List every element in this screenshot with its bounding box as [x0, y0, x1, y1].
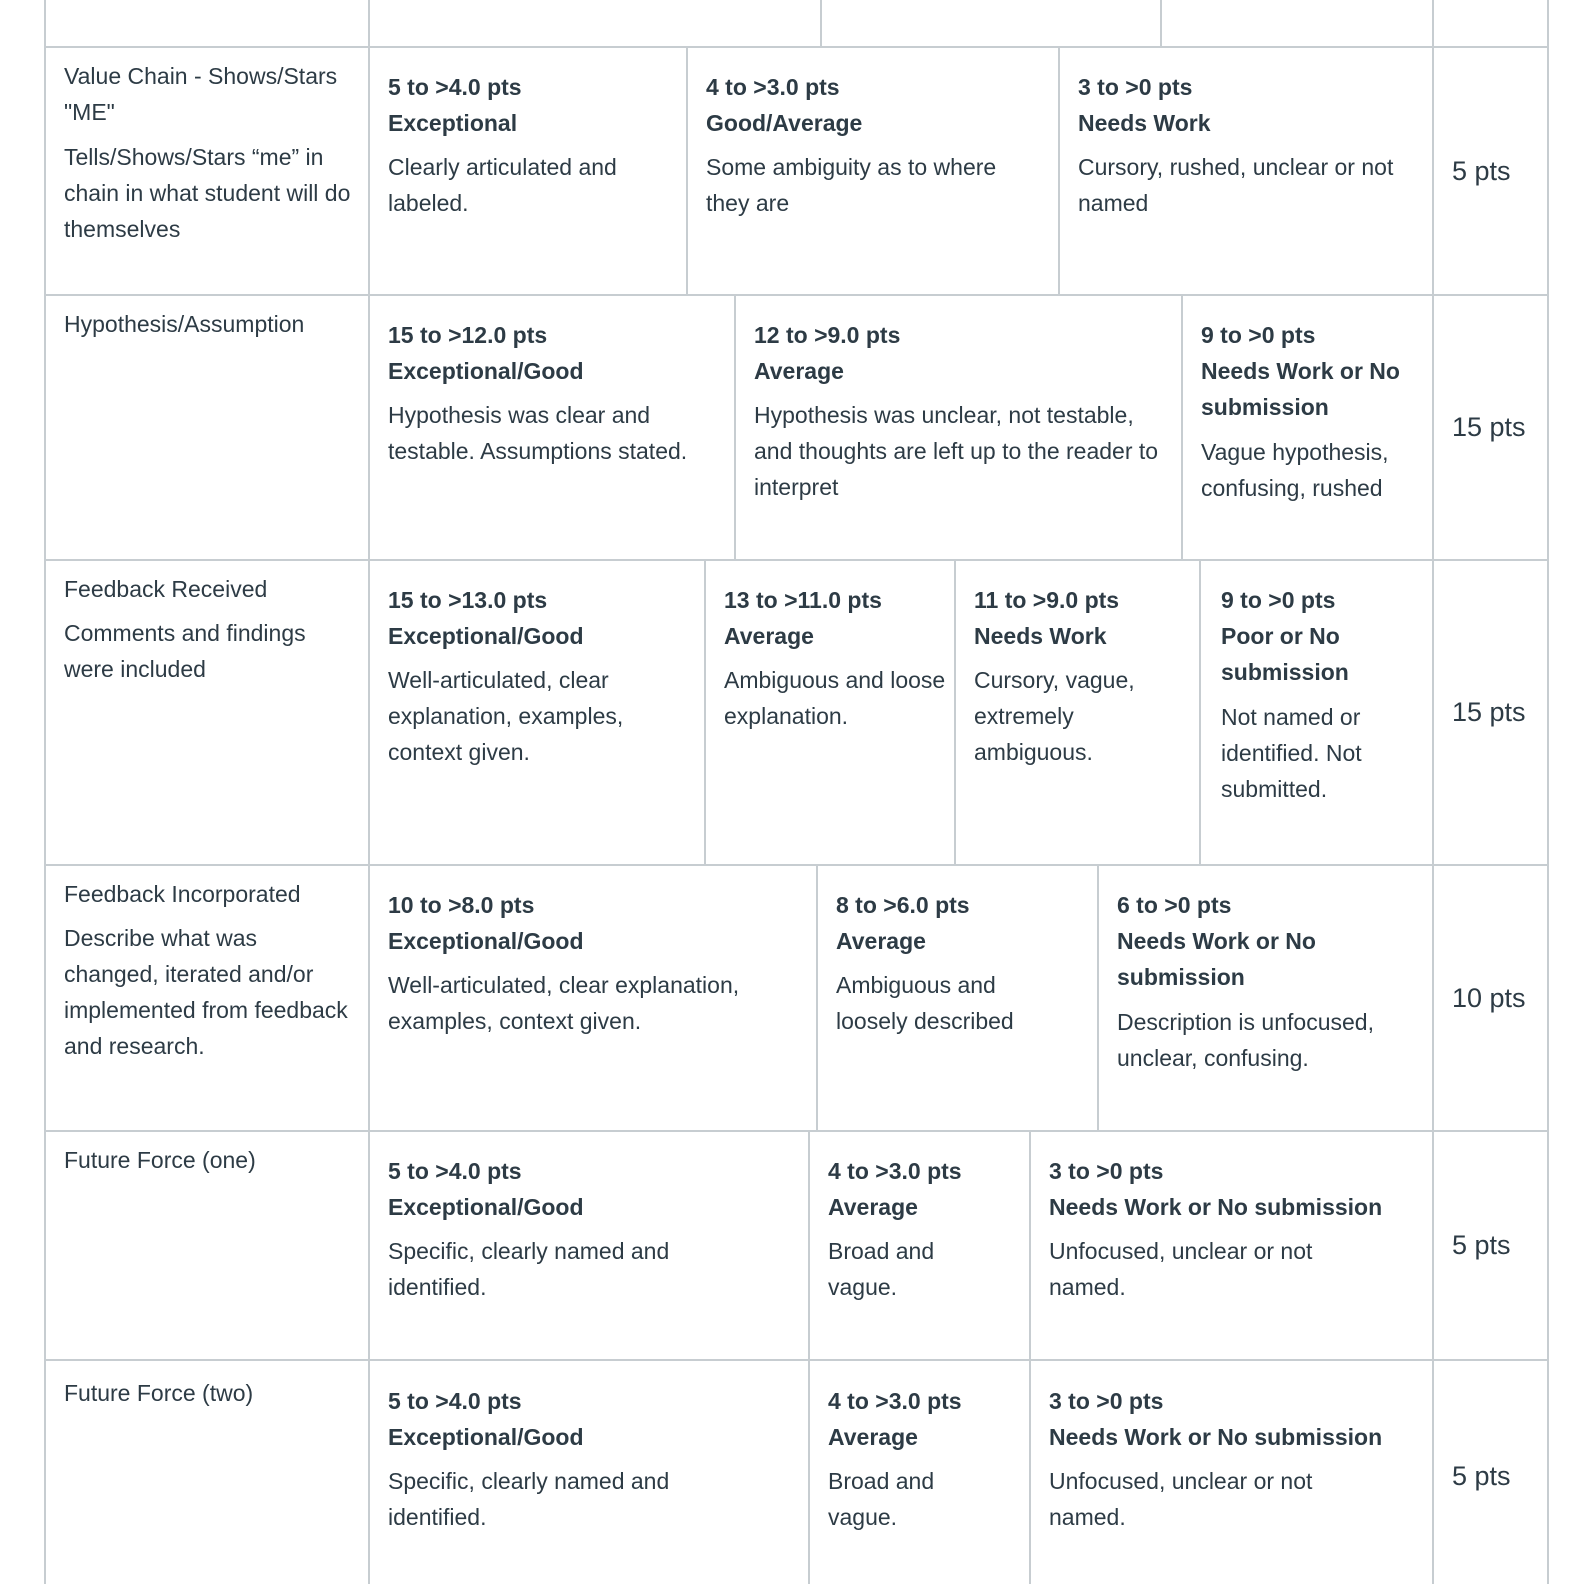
- rating-description: Ambiguous and loose explanation.: [724, 667, 946, 729]
- rating-title: Needs Work: [1078, 110, 1211, 136]
- criterion-description: Describe what was changed, iterated and/or implemented from feedback and research.: [64, 925, 348, 1059]
- rating-divider: [1199, 560, 1201, 865]
- rating-range: 12 to >9.0 pts: [754, 322, 901, 348]
- rating-title: Average: [724, 623, 814, 649]
- rating-divider: [1029, 1360, 1031, 1584]
- rating-range: 5 to >4.0 pts: [388, 1158, 522, 1184]
- rating-range: 15 to >13.0 pts: [388, 587, 548, 613]
- rating-title: Average: [754, 358, 844, 384]
- criterion-points: 5 pts: [1452, 1230, 1511, 1260]
- rating-divider: [1058, 47, 1060, 295]
- rating-description: Specific, clearly named and identified.: [388, 1238, 670, 1300]
- rating-description: Cursory, rushed, unclear or not named: [1078, 154, 1394, 216]
- rating-range: 4 to >3.0 pts: [828, 1388, 962, 1414]
- rating-title: Poor or No submission: [1221, 623, 1349, 685]
- rating-range: 8 to >6.0 pts: [836, 892, 970, 918]
- rating-title: Average: [836, 928, 926, 954]
- rating-range: 9 to >0 pts: [1221, 587, 1336, 613]
- rating-description: Clearly articulated and labeled.: [388, 154, 617, 216]
- rating-description: Broad and vague.: [828, 1238, 935, 1300]
- rating-title: Needs Work or No submission: [1049, 1424, 1383, 1450]
- rating-range: 3 to >0 pts: [1049, 1158, 1164, 1184]
- rating-description: Description is unfocused, unclear, confusing.: [1117, 1009, 1374, 1071]
- row-divider: [44, 46, 1549, 48]
- row-divider: [44, 1130, 1549, 1132]
- rating-title: Exceptional/Good: [388, 1424, 584, 1450]
- rating-description: Well-articulated, clear explanation, examples, context given.: [388, 667, 624, 765]
- rating-range: 4 to >3.0 pts: [706, 74, 840, 100]
- rating-range: 11 to >9.0 pts: [974, 587, 1120, 613]
- rating-range: 5 to >4.0 pts: [388, 74, 522, 100]
- criterion-points: 10 pts: [1452, 983, 1526, 1013]
- rating-description: Not named or identified. Not submitted.: [1221, 704, 1362, 802]
- rating-divider: [1097, 865, 1099, 1131]
- rating-range: 5 to >4.0 pts: [388, 1388, 522, 1414]
- rating-range: 10 to >8.0 pts: [388, 892, 535, 918]
- rating-range: 9 to >0 pts: [1201, 322, 1316, 348]
- rating-description: Ambiguous and loosely described: [836, 972, 1014, 1034]
- rating-description: Hypothesis was clear and testable. Assumptions stated.: [388, 402, 688, 464]
- rating-range: 13 to >11.0 pts: [724, 587, 882, 613]
- rating-title: Average: [828, 1424, 918, 1450]
- rating-title: Exceptional/Good: [388, 623, 584, 649]
- table-divider-points: [1432, 0, 1434, 1584]
- rating-divider: [808, 1360, 810, 1584]
- table-border-left: [44, 0, 46, 1584]
- criterion-points: 5 pts: [1452, 156, 1511, 186]
- rating-divider: [734, 295, 736, 560]
- rating-divider: [1181, 295, 1183, 560]
- rating-divider: [808, 1131, 810, 1360]
- table-divider-criterion: [368, 0, 370, 1584]
- rating-range: 3 to >0 pts: [1078, 74, 1193, 100]
- rating-title: Needs Work or No submission: [1049, 1194, 1383, 1220]
- rating-title: Good/Average: [706, 110, 863, 136]
- rating-divider: [1029, 1131, 1031, 1360]
- rating-description: Broad and vague.: [828, 1468, 935, 1530]
- rating-divider: [820, 0, 822, 47]
- rating-range: 6 to >0 pts: [1117, 892, 1232, 918]
- criterion-title: Future Force (one): [64, 1147, 256, 1173]
- rating-title: Exceptional: [388, 110, 518, 136]
- rating-divider: [704, 560, 706, 865]
- rating-description: Unfocused, unclear or not named.: [1049, 1238, 1313, 1300]
- rating-range: 3 to >0 pts: [1049, 1388, 1164, 1414]
- rating-description: Cursory, vague, extremely ambiguous.: [974, 667, 1135, 765]
- rating-title: Needs Work: [974, 623, 1107, 649]
- criterion-points: 5 pts: [1452, 1461, 1511, 1491]
- rating-divider: [954, 560, 956, 865]
- criterion-title: Feedback Incorporated: [64, 881, 301, 907]
- rating-range: 15 to >12.0 pts: [388, 322, 548, 348]
- rating-title: Needs Work or No submission: [1201, 358, 1400, 420]
- table-border-right: [1547, 0, 1549, 1584]
- criterion-description: Comments and findings were included: [64, 620, 306, 682]
- row-divider: [44, 864, 1549, 866]
- rating-description: Vague hypothesis, confusing, rushed: [1201, 439, 1389, 501]
- criterion-title: Hypothesis/Assumption: [64, 311, 305, 337]
- row-divider: [44, 559, 1549, 561]
- row-divider: [44, 294, 1549, 296]
- rating-description: Well-articulated, clear explanation, examples, context given.: [388, 972, 740, 1034]
- rating-title: Exceptional/Good: [388, 928, 584, 954]
- rating-title: Exceptional/Good: [388, 358, 584, 384]
- criterion-title: Value Chain - Shows/Stars "ME": [64, 63, 338, 125]
- row-divider: [44, 1359, 1549, 1361]
- rating-range: 4 to >3.0 pts: [828, 1158, 962, 1184]
- rating-description: Unfocused, unclear or not named.: [1049, 1468, 1313, 1530]
- criterion-title: Future Force (two): [64, 1380, 254, 1406]
- rating-title: Exceptional/Good: [388, 1194, 584, 1220]
- rating-title: Average: [828, 1194, 918, 1220]
- rating-description: Some ambiguity as to where they are: [706, 154, 997, 216]
- rating-divider: [1160, 0, 1162, 47]
- rating-description: Hypothesis was unclear, not testable, and thoughts are left up to the reader to interpret: [754, 402, 1159, 500]
- criterion-title: Feedback Received: [64, 576, 268, 602]
- rating-title: Needs Work or No submission: [1117, 928, 1316, 990]
- criterion-points: 15 pts: [1452, 697, 1526, 727]
- criterion-points: 15 pts: [1452, 412, 1526, 442]
- rating-divider: [816, 865, 818, 1131]
- rating-divider: [686, 47, 688, 295]
- rating-description: Specific, clearly named and identified.: [388, 1468, 670, 1530]
- criterion-description: Tells/Shows/Stars “me” in chain in what student will do themselves: [64, 144, 351, 242]
